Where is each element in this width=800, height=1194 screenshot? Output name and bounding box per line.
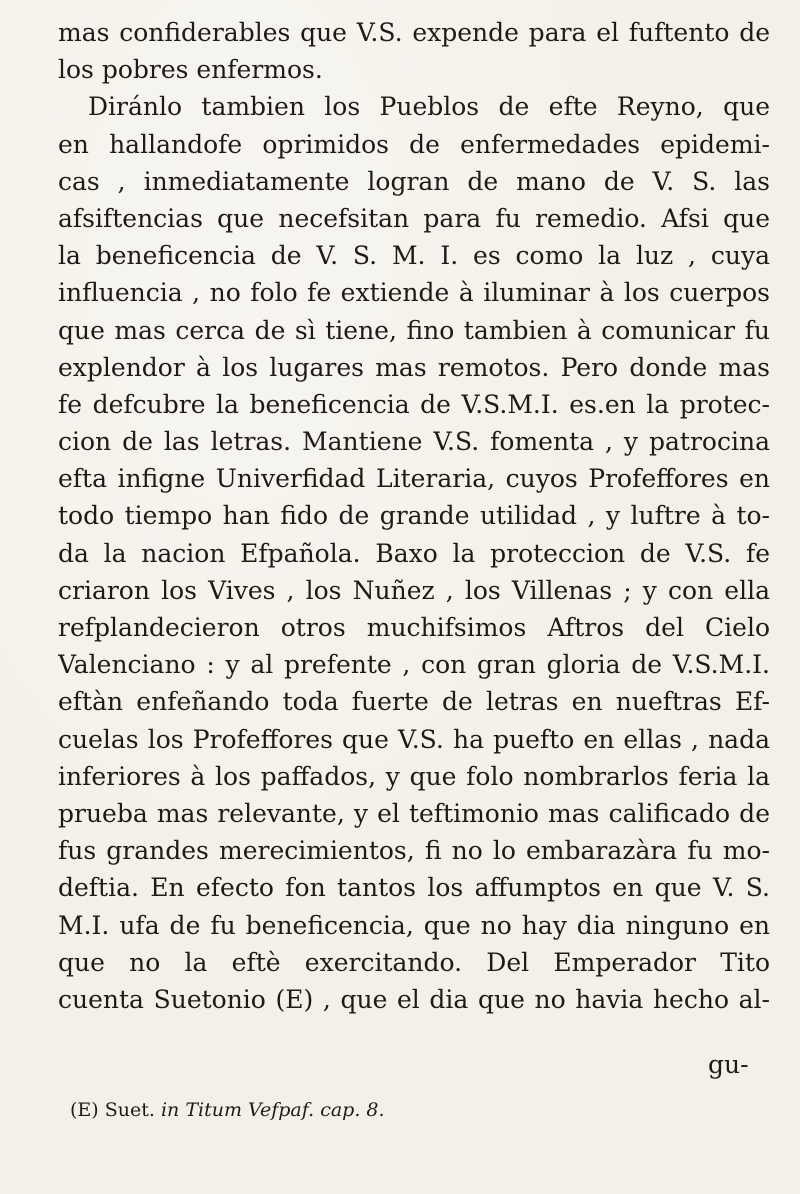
text-line-23: fus grandes merecimientos, fi no lo embarazàra fu mo- (58, 836, 770, 866)
text-line-14: todo tiempo han fido de grande utilidad , y luftre à to- (58, 501, 770, 531)
text-line-24: deftia. En efecto fon tantos los affumptos en que V. S. (58, 873, 770, 903)
text-line-1: mas confiderables que V.S. expende para el fuftento de (58, 18, 770, 47)
text-line-27: cuenta Suetonio (E) , que el dia que no havia hecho al- (58, 984, 770, 1014)
text-line-17: refplandecieron otros muchifsimos Aftros del Cielo (58, 613, 770, 642)
text-line-7: la beneficencia de V. S. M. I. es como la luz , cuya (58, 241, 770, 271)
text-line-19: eftàn enfeñando toda fuerte de letras en nueftras Ef- (58, 687, 770, 717)
footnote-mark: (E) (70, 1099, 99, 1121)
text-line-12: cion de las letras. Mantiene V.S. fomenta , y patrocina (58, 427, 770, 457)
text-line-15: da la nacion Efpañola. Baxo la proteccion de V.S. fe (58, 538, 770, 568)
text-line-21: inferiores à los paffados, y que folo nombrarlos feria la (58, 761, 770, 791)
text-line-5: cas , inmediatamente logran de mano de V. S. las (58, 166, 770, 196)
footnote-chapter: cap. 8. (320, 1099, 385, 1121)
text-line-2: los pobres enfermos. (58, 55, 323, 85)
text-line-16: criaron los Vives , los Nuñez , los Villenas ; y con ella (58, 575, 770, 605)
text-line-18: Valenciano : y al prefente , con gran gloria de V.S.M.I. (58, 650, 770, 680)
text-line-4: en hallandofe oprimidos de enfermedades epidemi- (58, 129, 770, 159)
footnote-work: in Titum Vefpaf. (160, 1099, 315, 1121)
text-line-13: efta infigne Univerfidad Literaria, cuyos Profeffores en (58, 464, 770, 494)
catchword: gu- (708, 1050, 749, 1079)
text-line-8: influencia , no folo fe extiende à iluminar à los cuerpos (58, 278, 770, 308)
body-text (58, 14, 770, 1018)
text-line-25: M.I. ufa de fu beneficencia, que no hay dia ninguno en (58, 910, 770, 940)
text-line-6: afsiftencias que necefsitan para fu remedio. Afsi que (58, 203, 770, 233)
text-line-11: fe defcubre la beneficencia de V.S.M.I. es.en la protec- (58, 389, 770, 419)
text-line-26: que no la eftè exercitando. Del Emperador Tito (58, 947, 770, 977)
text-line-22: prueba mas relevante, y el teftimonio mas calificado de (58, 798, 770, 828)
text-line-9: que mas cerca de sì tiene, fino tambien à comunicar fu (58, 315, 770, 345)
text-line-10: explendor à los lugares mas remotos. Pero donde mas (58, 352, 770, 382)
text-line-20: cuelas los Profeffores que V.S. ha puefto en ellas , nada (58, 724, 770, 754)
text-line-3: Diránlo tambien los Pueblos de efte Reyno, que (88, 92, 770, 122)
footnote (70, 1098, 385, 1122)
footnote-author: Suet. (104, 1099, 155, 1121)
